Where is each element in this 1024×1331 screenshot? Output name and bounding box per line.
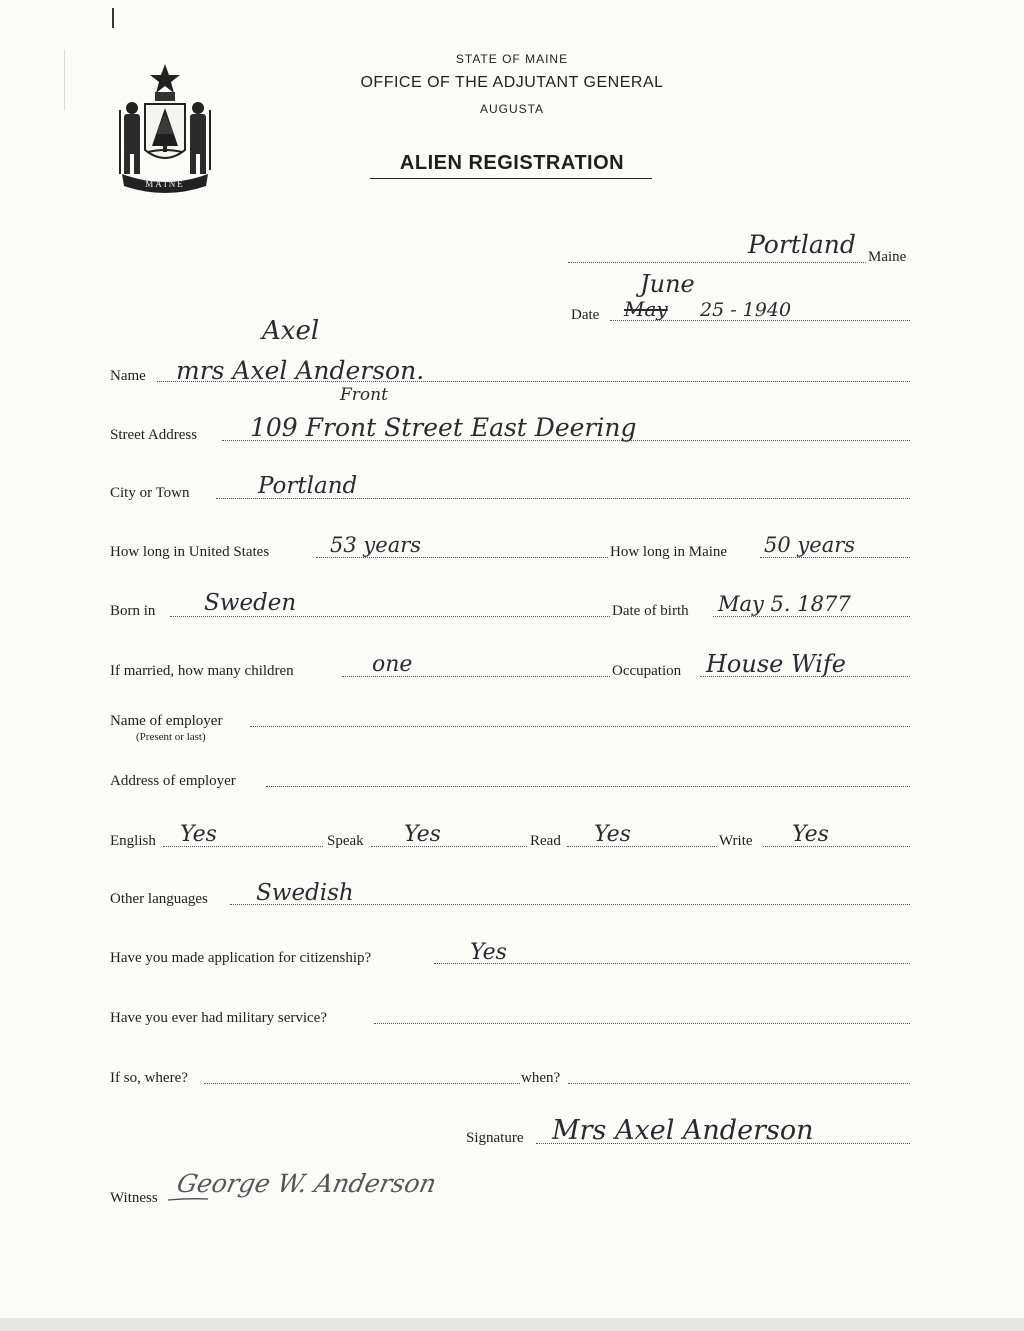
speak-value[interactable]: Yes: [404, 822, 441, 847]
occupation-value[interactable]: House Wife: [706, 650, 846, 678]
name-label: Name: [110, 368, 146, 384]
where-label: If so, where?: [110, 1070, 188, 1086]
signature-label: Signature: [466, 1130, 524, 1146]
employer-address-label: Address of employer: [110, 773, 236, 789]
place-line: [568, 262, 866, 263]
born-in-line: [170, 616, 610, 617]
date-struck-month: May: [624, 297, 668, 321]
occupation-label: Occupation: [612, 663, 682, 679]
other-languages-label: Other languages: [110, 891, 208, 907]
english-value[interactable]: Yes: [180, 822, 217, 847]
children-label: If married, how many children: [110, 663, 294, 679]
other-languages-value[interactable]: Swedish: [256, 880, 354, 906]
city-town-value[interactable]: Portland: [258, 473, 358, 499]
witness-graphic: [168, 1162, 568, 1206]
when-line: [568, 1083, 910, 1084]
dob-line: [713, 616, 910, 617]
employer-address-line: [266, 786, 910, 787]
citizenship-value[interactable]: Yes: [470, 940, 507, 965]
date-label: Date: [571, 307, 600, 323]
years-us-value[interactable]: 53 years: [330, 533, 422, 557]
state-heading: STATE OF MAINE: [455, 52, 569, 66]
city-town-label: City or Town: [110, 485, 190, 501]
english-label: English: [110, 833, 156, 849]
city-heading: AUGUSTA: [479, 102, 545, 116]
name-value[interactable]: mrs Axel Anderson.: [176, 356, 425, 385]
signature-icon: [548, 1108, 888, 1150]
write-line: [763, 846, 910, 847]
when-label: when?: [521, 1070, 561, 1086]
read-label: Read: [530, 833, 561, 849]
date-correction[interactable]: June: [640, 270, 695, 298]
dob-value[interactable]: May 5. 1877: [718, 592, 851, 616]
signature-value: Mrs Axel Anderson: [552, 1115, 814, 1146]
where-line: [204, 1083, 520, 1084]
seal-banner-text: MAINE: [145, 179, 185, 189]
employer-name-label: Name of employer: [110, 713, 223, 729]
street-insertion: Front: [340, 385, 388, 405]
scan-mark: [112, 8, 114, 28]
born-in-value[interactable]: Sweden: [204, 590, 297, 616]
write-value[interactable]: Yes: [792, 822, 829, 847]
form-title: ALIEN REGISTRATION: [399, 152, 625, 174]
street-label: Street Address: [110, 427, 198, 443]
write-label: Write: [719, 833, 753, 849]
years-us-line: [316, 557, 608, 558]
date-value[interactable]: 25 - 1940: [700, 299, 792, 321]
military-line: [374, 1023, 910, 1024]
dob-label: Date of birth: [612, 603, 689, 619]
scan-mark: [0, 1318, 1024, 1331]
speak-label: Speak: [327, 833, 364, 849]
office-heading: OFFICE OF THE ADJUTANT GENERAL: [360, 74, 664, 91]
military-label: Have you ever had military service?: [110, 1010, 327, 1026]
witness-value: George W. Anderson: [174, 1169, 439, 1198]
signature-graphic: [548, 1108, 888, 1150]
employer-name-line: [250, 726, 910, 727]
read-line: [567, 846, 717, 847]
witness-label: Witness: [110, 1190, 158, 1206]
citizenship-label: Have you made application for citizenship?: [110, 950, 372, 966]
speak-line: [371, 846, 527, 847]
children-value[interactable]: one: [372, 652, 413, 677]
read-value[interactable]: Yes: [594, 822, 631, 847]
name-insertion: Axel: [262, 316, 320, 346]
place-value[interactable]: Portland: [748, 230, 856, 259]
employer-name-sublabel: (Present or last): [136, 731, 206, 743]
title-underline: [370, 178, 652, 179]
born-in-label: Born in: [110, 603, 156, 619]
years-maine-label: How long in Maine: [610, 544, 728, 560]
place-suffix: Maine: [868, 249, 907, 265]
years-maine-line: [760, 557, 910, 558]
street-value[interactable]: 109 Front Street East Deering: [250, 413, 637, 442]
years-maine-value[interactable]: 50 years: [764, 533, 856, 557]
witness-signature-icon: [168, 1162, 568, 1206]
years-us-label: How long in United States: [110, 544, 270, 560]
